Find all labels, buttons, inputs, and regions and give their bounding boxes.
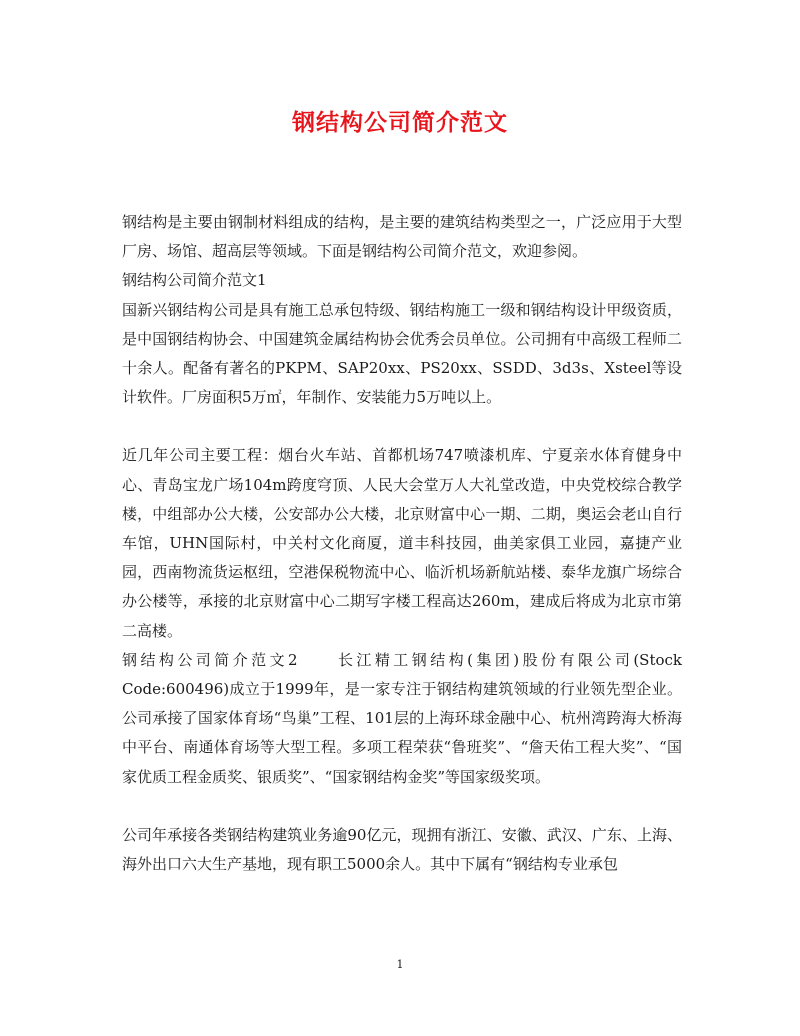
section-heading-1: 钢结构公司简介范文1 (122, 271, 267, 290)
page-number: 1 (396, 958, 404, 971)
company-1-paragraph: 国新兴钢结构公司是具有施工总承包特级、钢结构施工一级和钢结构设计甲级资质，是中国钢结构协会、中国建筑金属结构协会优秀会员单位。公司拥有中高级工程师二十余人。配备有著名的PKPM、SAP20xx、PS20xx、SSDD、3d3s、Xsteel等设计软件。厂房面积5万㎡，年制作、安装能力5万吨以上。 (122, 300, 682, 407)
intro-paragraph: 钢结构是主要由钢制材料组成的结构，是主要的建筑结构类型之一，广泛应用于大型厂房、场馆、超高层等领域。下面是钢结构公司简介范文，欢迎参阅。 (122, 213, 682, 261)
business-paragraph: 公司年承接各类钢结构建筑业务逾90亿元，现拥有浙江、安徽、武汉、广东、上海、海外出口六大生产基地，现有职工5000余人。其中下属有“钢结构专业承包 (122, 825, 682, 874)
document-body (122, 208, 682, 879)
paragraph-gap (122, 792, 682, 821)
company-2-paragraph: 钢结构公司简介范文2 长江精工钢结构(集团)股份有限公司(Stock Code:600496)成立于1999年，是一家专注于钢结构建筑领域的行业领先型企业。公司承接了国家体育场“鸟巢”工程、101层的上海环球金融中心、杭州湾跨海大桥海中平台、南通体育场等大型工程。多项工程荣获“鲁班奖”、“詹天佑工程大奖”、“国家优质工程金质奖、银质奖”、“国家钢结构金奖”等国家级奖项。 (122, 650, 682, 786)
document-title: 钢结构公司简介范文 (292, 109, 508, 136)
projects-paragraph: 近几年公司主要工程：烟台火车站、首都机场747喷漆机库、宁夏亲水体育健身中心、青岛宝龙广场104m跨度穹顶、人民大会堂万人大礼堂改造，中央党校综合教学楼，中组部办公大楼，公安部办公大楼，北京财富中心一期、二期，奥运会老山自行车馆，UHN国际村，中关村文化商厦，道丰科技园，曲美家俱工业园，嘉捷产业园，西南物流货运枢纽，空港保税物流中心、临沂机场新航站楼、泰华龙旗广场综合办公楼等，承接的北京财富中心二期写字楼工程高达260m，建成后将成为北京市第二高楼。 (122, 446, 682, 640)
paragraph-gap (122, 412, 682, 441)
